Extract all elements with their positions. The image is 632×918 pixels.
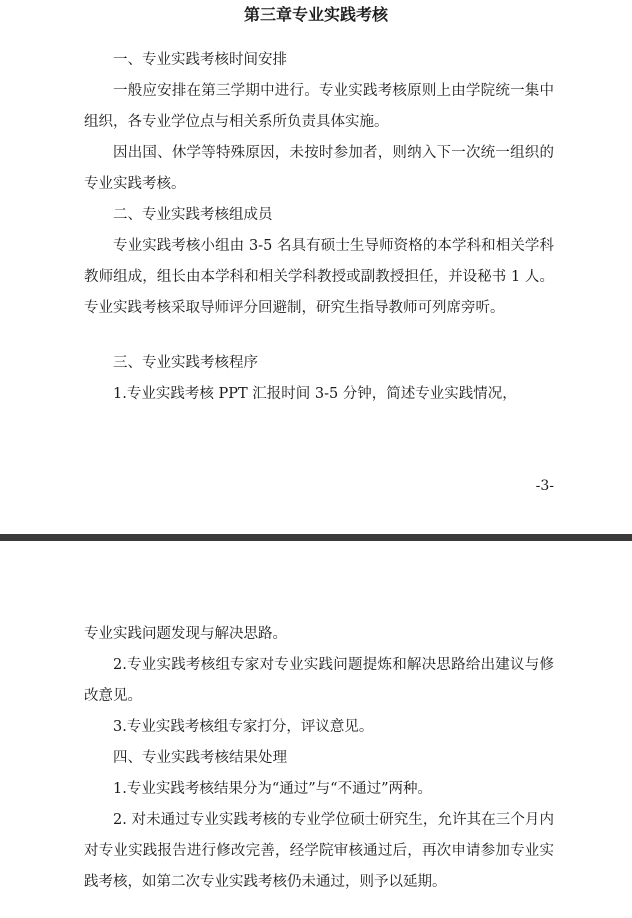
section2-heading: 二、专业实践考核组成员 bbox=[113, 207, 273, 223]
section3-item-1: 1.专业实践考核 PPT 汇报时间 3-5 分钟，简述专业实践情况， bbox=[113, 386, 517, 402]
section4-item-2: 2. 对未通过专业实践考核的专业学位硕士研究生，允许其在三个月内对专业实践报告进行修改完善，经学院审核通过后，再次申请参加专业实践考核，如第二次专业实践考核仍未通过，则予以延期。 bbox=[84, 812, 554, 890]
section1-paragraph-2: 因出国、休学等特殊原因，未按时参加者，则纳入下一次统一组织的专业实践考核。 bbox=[84, 145, 554, 192]
page-number: -3- bbox=[535, 478, 554, 494]
page-divider bbox=[0, 534, 632, 541]
section1-heading: 一、专业实践考核时间安排 bbox=[113, 52, 287, 68]
section3-item-1-continued: 专业实践问题发现与解决思路。 bbox=[84, 626, 287, 642]
section3-item-3: 3.专业实践考核组专家打分，评议意见。 bbox=[113, 719, 374, 735]
chapter-title: 第三章专业实践考核 bbox=[243, 5, 388, 24]
section4-heading: 四、专业实践考核结果处理 bbox=[113, 750, 287, 766]
section1-paragraph-1: 一般应安排在第三学期中进行。专业实践考核原则上由学院统一集中组织，各专业学位点与相关系所负责具体实施。 bbox=[84, 83, 554, 130]
document-page-4 bbox=[0, 541, 632, 918]
section4-item-1: 1.专业实践考核结果分为“通过”与“不通过”两种。 bbox=[113, 781, 432, 797]
section2-paragraph-1: 专业实践考核小组由 3-5 名具有硕士生导师资格的本学科和相关学科教师组成，组长由本学科和相关学科教授或副教授担任，并设秘书 1 人。专业实践考核采取导师评分回避制，研究生指导教师可列席旁听。 bbox=[84, 238, 554, 316]
section3-item-2: 2.专业实践考核组专家对专业实践问题提炼和解决思路给出建议与修改意见。 bbox=[84, 657, 554, 704]
section3-heading: 三、专业实践考核程序 bbox=[113, 355, 258, 371]
